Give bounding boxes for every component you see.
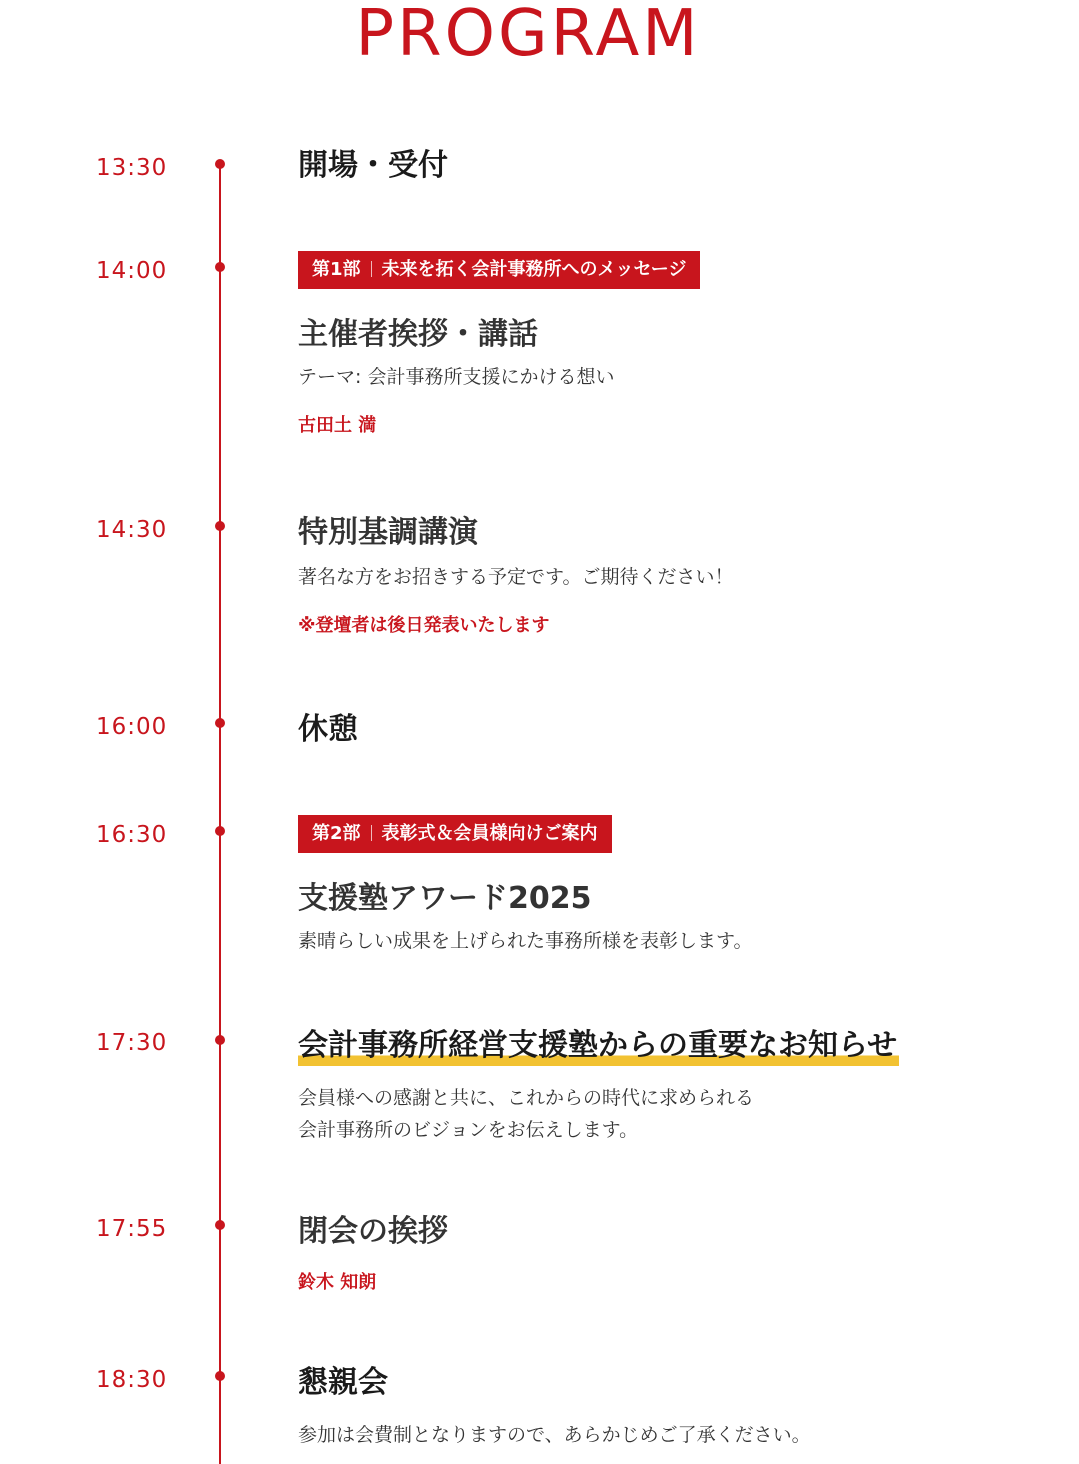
item-heading: 閉会の挨拶 xyxy=(298,1214,448,1249)
item-heading xyxy=(298,1026,1038,1066)
timeline-dot xyxy=(215,1371,225,1381)
schedule-item-part1 xyxy=(298,251,1038,439)
time-label: 17:30 xyxy=(96,1030,168,1056)
item-heading: 支援塾アワード2025 xyxy=(298,881,592,916)
item-note: ※登壇者は後日発表いたします xyxy=(298,615,550,636)
time-label: 14:30 xyxy=(96,517,168,543)
timeline-dot xyxy=(215,718,225,728)
highlighted-heading: 会計事務所経営支援塾からの重要なお知らせ xyxy=(298,1026,899,1066)
part-label: 第1部 xyxy=(312,259,361,280)
timeline-dot xyxy=(215,159,225,169)
item-heading: 開場・受付 xyxy=(298,148,448,183)
item-heading: 懇親会 xyxy=(298,1365,388,1400)
time-label: 13:30 xyxy=(96,155,168,181)
item-heading: 休憩 xyxy=(298,712,358,747)
page-title: PROGRAM xyxy=(355,0,701,71)
item-description-line-2: 会計事務所のビジョンをお伝えします。 xyxy=(298,1119,639,1141)
schedule-item-closing xyxy=(298,1212,1038,1296)
schedule-item-break xyxy=(298,710,1038,750)
schedule-item-reception xyxy=(298,1363,1038,1451)
time-label: 17:55 xyxy=(96,1216,168,1242)
part-badge xyxy=(298,815,612,853)
item-description: 素晴らしい成果を上げられた事務所様を表彰します。 xyxy=(298,930,753,952)
timeline-dot xyxy=(215,262,225,272)
part-title: 表彰式＆会員様向けご案内 xyxy=(381,823,598,844)
timeline-line xyxy=(219,164,221,1464)
timeline-dot xyxy=(215,1035,225,1045)
timeline-dot xyxy=(215,521,225,531)
item-heading: 特別基調講演 xyxy=(298,515,478,550)
time-label: 14:00 xyxy=(96,258,168,284)
part-title: 未来を拓く会計事務所へのメッセージ xyxy=(381,259,687,280)
speaker-name: 鈴木 知朗 xyxy=(298,1272,377,1293)
part-separator xyxy=(371,825,372,841)
item-description-line-1: 会員様への感謝と共に、これからの時代に求められる xyxy=(298,1087,755,1109)
time-label: 18:30 xyxy=(96,1367,168,1393)
item-description: 参加は会費制となりますので、あらかじめご了承ください。 xyxy=(298,1424,811,1446)
part-label: 第2部 xyxy=(312,823,361,844)
item-heading: 主催者挨拶・講話 xyxy=(298,317,538,352)
timeline-dot xyxy=(215,826,225,836)
part-separator xyxy=(371,261,372,277)
item-description: テーマ: 会計事務所支援にかける想い xyxy=(298,366,615,388)
schedule-item-announcement xyxy=(298,1026,1038,1146)
speaker-name: 古田土 満 xyxy=(298,415,377,436)
schedule-item-keynote xyxy=(298,513,1038,639)
timeline-dot xyxy=(215,1220,225,1230)
item-description: 著名な方をお招きする予定です。ご期待ください！ xyxy=(298,566,734,588)
time-label: 16:30 xyxy=(96,822,168,848)
time-label: 16:00 xyxy=(96,714,168,740)
schedule-item-part2 xyxy=(298,815,1038,957)
schedule-item-opening xyxy=(298,146,1038,186)
part-badge xyxy=(298,251,700,289)
